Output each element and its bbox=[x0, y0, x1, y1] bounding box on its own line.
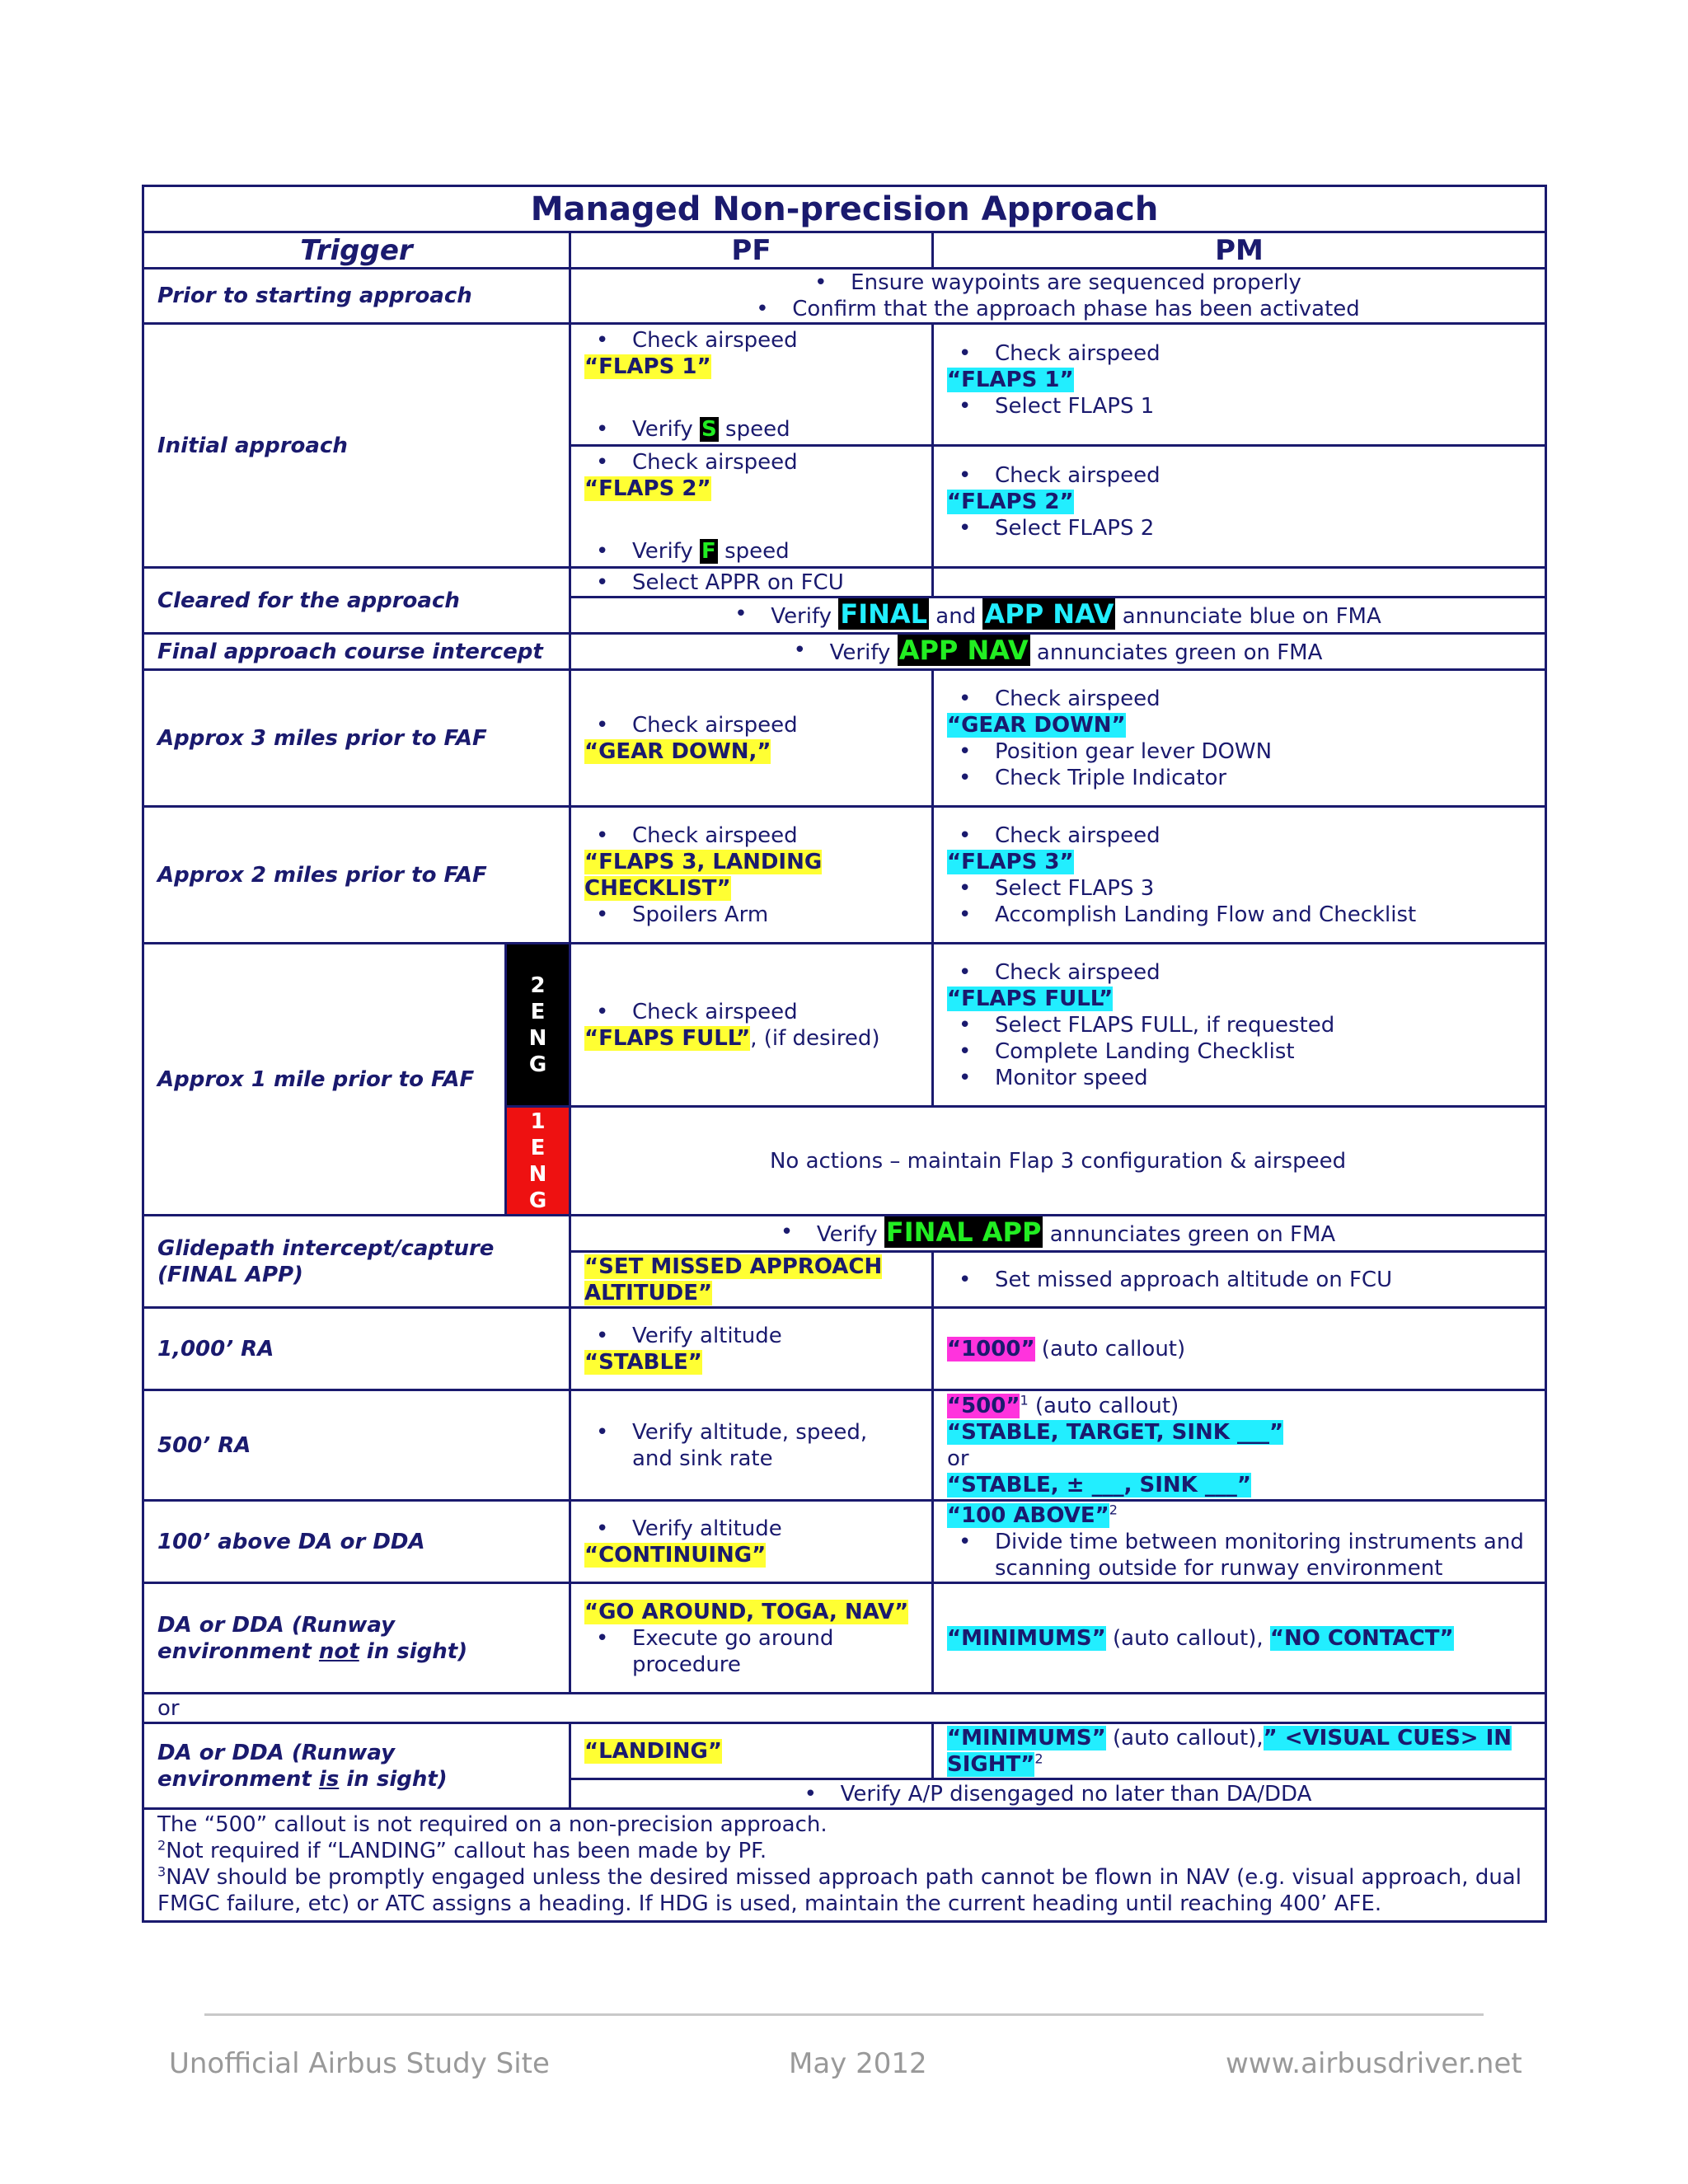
faf1-pm: • Check airspeed “FLAPS FULL” • Select FLAPS FULL, if requested • Complete Landing Checklist • Monitor speed bbox=[933, 944, 1546, 1107]
initial-pf-1 bbox=[570, 324, 933, 446]
ra500-pf: • Verify altitude, speed, and sink rate bbox=[570, 1390, 933, 1501]
auto-callout-1000: “1000” bbox=[947, 1336, 1035, 1361]
trigger-cleared: Cleared for the approach bbox=[143, 568, 570, 634]
trigger-da-is: DA or DDA (Runway environment is in sight) bbox=[143, 1723, 570, 1809]
footer-url[interactable]: www.airbusdriver.net bbox=[1226, 2047, 1522, 2080]
initial-pm-2 bbox=[933, 446, 1546, 568]
note-2: $^2$Not required if “LANDING” callout has been made by PF. bbox=[157, 1837, 767, 1863]
procedure-table bbox=[142, 185, 1547, 1923]
pm-callout: “FLAPS 3” bbox=[947, 849, 1074, 874]
faf1-pf: • Check airspeed “FLAPS FULL”, (if desired) bbox=[570, 944, 933, 1107]
pm-check: • Check airspeed bbox=[947, 462, 1531, 489]
trigger-prior: Prior to starting approach bbox=[143, 269, 570, 324]
ra500-pm: “500”$^1$ (auto callout) “STABLE, TARGET, SINK ___” or “STABLE, ± ___, SINK ___” bbox=[933, 1390, 1546, 1501]
pf-callout: “FLAPS 1” bbox=[584, 354, 711, 379]
trigger-1000: 1,000’ RA bbox=[143, 1308, 570, 1390]
pm-callout: “100 ABOVE” bbox=[947, 1502, 1109, 1528]
da-is-pm: “MINIMUMS” (auto callout),” <VISUAL CUES> IN SIGHT”$^2$ bbox=[933, 1723, 1546, 1779]
footer-site-name: Unofficial Airbus Study Site bbox=[169, 2047, 550, 2080]
initial-pf-2 bbox=[570, 446, 933, 568]
or-separator: or bbox=[143, 1694, 1546, 1723]
prior-item-1: • Ensure waypoints are sequenced properly bbox=[814, 269, 1301, 296]
fma-final: FINAL bbox=[840, 598, 928, 630]
trigger-fac: Final approach course intercept bbox=[143, 634, 570, 670]
pf-callout: “FLAPS 2” bbox=[584, 476, 711, 501]
trigger-faf3: Approx 3 miles prior to FAF bbox=[143, 670, 570, 807]
da-not-pm: “MINIMUMS” (auto callout), “NO CONTACT” bbox=[933, 1583, 1546, 1694]
above100-pm: “100 ABOVE”$^2$ • Divide time between monitoring instruments and scanning outside for runway environment bbox=[933, 1501, 1546, 1583]
pm-callout: “MINIMUMS” bbox=[947, 1725, 1106, 1750]
pm-select: • Select FLAPS 1 bbox=[947, 393, 1531, 419]
pf-callout: “CONTINUING” bbox=[584, 1542, 767, 1568]
two-engine-tag: 2 E N G bbox=[506, 944, 570, 1107]
pf-callout: “GO AROUND, TOGA, NAV” bbox=[584, 1599, 909, 1624]
faf2-pm: • Check airspeed “FLAPS 3” • Select FLAPS 3 • Accomplish Landing Flow and Checklist bbox=[933, 807, 1546, 944]
prior-item-2: • Confirm that the approach phase has been activated bbox=[756, 296, 1360, 322]
pm-callout-2: “NO CONTACT” bbox=[1269, 1625, 1454, 1651]
footnotes bbox=[143, 1809, 1546, 1922]
pf-callout: “STABLE” bbox=[584, 1349, 702, 1375]
ra1000-pf: • Verify altitude “STABLE” bbox=[570, 1308, 933, 1390]
pf-verify: • Verify F speed bbox=[584, 538, 918, 565]
pm-callout: “STABLE, TARGET, SINK ___” bbox=[947, 1419, 1284, 1445]
pf-check: • Check airspeed bbox=[584, 449, 918, 476]
cleared-verify: • Verify FINAL and APP NAV annunciate blue on FMA bbox=[570, 598, 1546, 634]
auto-callout-500: “500” bbox=[947, 1393, 1020, 1418]
faf3-pm: • Check airspeed “GEAR DOWN” • Position gear lever DOWN • Check Triple Indicator bbox=[933, 670, 1546, 807]
trigger-da-not: DA or DDA (Runway environment not in sight) bbox=[143, 1583, 570, 1694]
cleared-pf: • Select APPR on FCU bbox=[570, 568, 933, 598]
da-not-pf: “GO AROUND, TOGA, NAV” • Execute go around procedure bbox=[570, 1583, 933, 1694]
da-is-verify: • Verify A/P disengaged no later than DA/DDA bbox=[570, 1779, 1546, 1809]
pm-callout-alt: “STABLE, ± ___, SINK ___” bbox=[947, 1472, 1251, 1497]
table-title: Managed Non-precision Approach bbox=[143, 186, 1546, 232]
fma-app-nav: APP NAV bbox=[984, 598, 1114, 630]
fma-final-app: FINAL APP bbox=[885, 1216, 1042, 1248]
pm-callout: “FLAPS 1” bbox=[947, 367, 1074, 392]
trigger-100-above: 100’ above DA or DDA bbox=[143, 1501, 570, 1583]
trigger-faf1: Approx 1 mile prior to FAF bbox=[143, 944, 506, 1216]
pf-callout: “FLAPS FULL” bbox=[584, 1025, 751, 1051]
note-3: $^3$NAV should be promptly engaged unless the desired missed approach path cannot be flown in NAV (e.g. visual approach, dual FMGC failure, etc) or ATC assigns a heading. If HDG is used, maintain the current heading until reaching 400’ AFE. bbox=[157, 1863, 1522, 1916]
pm-callout: “MINIMUMS” bbox=[947, 1625, 1106, 1651]
pf-check: • Check airspeed bbox=[584, 327, 918, 354]
footer-date: May 2012 bbox=[789, 2047, 927, 2080]
faf2-pf: • Check airspeed “FLAPS 3, LANDING CHECKLIST” • Spoilers Arm bbox=[570, 807, 933, 944]
trigger-500: 500’ RA bbox=[143, 1390, 570, 1501]
pf-verify: • Verify S speed bbox=[584, 416, 918, 443]
glide-verify: • Verify FINAL APP annunciates green on FMA bbox=[570, 1216, 1546, 1252]
pf-callout: “FLAPS 3, LANDING CHECKLIST” bbox=[584, 849, 823, 901]
da-is-pf bbox=[570, 1723, 933, 1779]
faf3-pf: • Check airspeed “GEAR DOWN,” bbox=[570, 670, 933, 807]
ra1000-pm: “1000” (auto callout) bbox=[933, 1308, 1546, 1390]
note-1: The “500” callout is not required on a non-precision approach. bbox=[157, 1812, 828, 1837]
pm-callout-2: ” <VISUAL CUES> IN SIGHT” bbox=[947, 1725, 1512, 1777]
fma-app-nav-green: APP NAV bbox=[898, 635, 1029, 666]
header-trigger: Trigger bbox=[143, 232, 570, 269]
header-pm: PM bbox=[933, 232, 1546, 269]
pf-callout: “GEAR DOWN,” bbox=[584, 738, 771, 764]
glide-pf bbox=[570, 1252, 933, 1308]
one-engine-note: No actions – maintain Flap 3 configuration & airspeed bbox=[570, 1107, 1546, 1216]
pm-check: • Check airspeed bbox=[947, 340, 1531, 367]
trigger-glide: Glidepath intercept/capture (FINAL APP) bbox=[143, 1216, 570, 1308]
prior-actions bbox=[570, 269, 1546, 324]
cleared-pm-empty bbox=[933, 568, 1546, 598]
footer-divider bbox=[204, 2013, 1484, 2016]
pm-select: • Select FLAPS 2 bbox=[947, 515, 1531, 541]
pm-callout: “GEAR DOWN” bbox=[947, 712, 1126, 738]
glide-pm: • Set missed approach altitude on FCU bbox=[933, 1252, 1546, 1308]
trigger-initial: Initial approach bbox=[143, 324, 570, 568]
pf-callout: “SET MISSED APPROACH ALTITUDE” bbox=[584, 1254, 883, 1305]
header-pf: PF bbox=[570, 232, 933, 269]
pm-callout: “FLAPS FULL” bbox=[947, 986, 1114, 1011]
trigger-faf2: Approx 2 miles prior to FAF bbox=[143, 807, 570, 944]
fac-verify: • Verify APP NAV annunciates green on FMA bbox=[570, 634, 1546, 670]
above100-pf: • Verify altitude “CONTINUING” bbox=[570, 1501, 933, 1583]
pm-callout: “FLAPS 2” bbox=[947, 489, 1074, 514]
pf-callout: “LANDING” bbox=[584, 1738, 722, 1764]
initial-pm-1 bbox=[933, 324, 1546, 446]
s-speed-badge: S bbox=[701, 416, 717, 442]
f-speed-badge: F bbox=[701, 538, 716, 564]
one-engine-tag: 1 E N G bbox=[506, 1107, 570, 1216]
